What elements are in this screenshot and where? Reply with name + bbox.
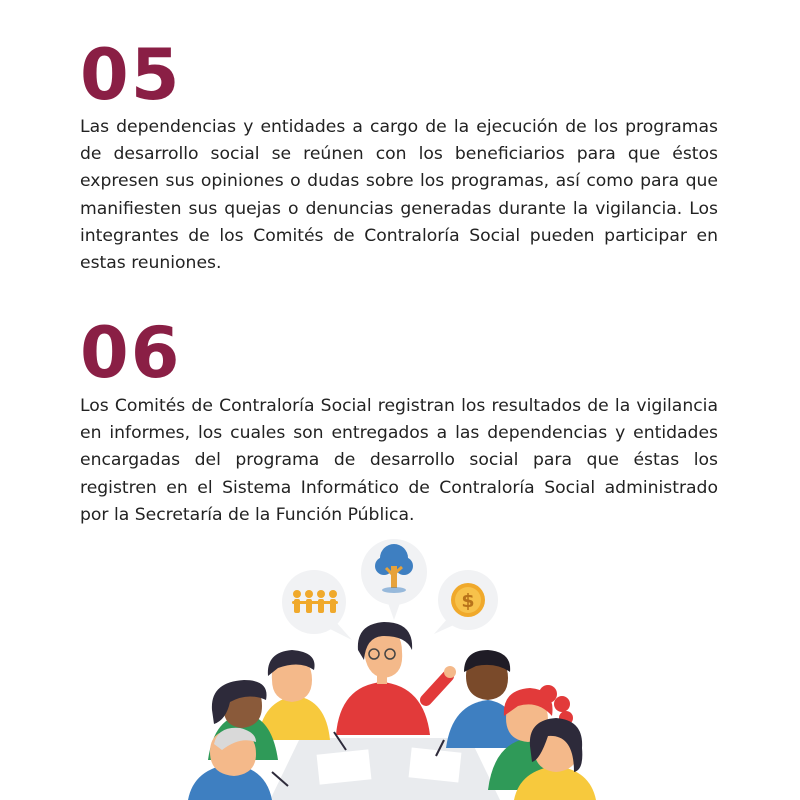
section-number-06: 06 — [80, 312, 182, 394]
section-number-05: 05 — [80, 34, 182, 116]
paper — [317, 749, 372, 784]
dollar-coin-icon — [451, 583, 485, 617]
dollar-bubble — [434, 570, 498, 634]
svg-text:$: $ — [461, 590, 475, 612]
meeting-illustration — [0, 530, 800, 800]
person-left-back — [258, 650, 330, 740]
section-05-paragraph: Las dependencias y entidades a cargo de la ejecución de los programas de desarrollo social se reúnen con los beneficiarios para que éstos expresen sus opiniones o dudas sobre los programas, así como para que manifiesten sus quejas o denuncias generadas durante la vigilancia. Los integrantes de los Comités de Contraloría Social pueden participar en estas reuniones. — [80, 117, 718, 274]
paper — [409, 747, 462, 782]
section-06-paragraph: Los Comités de Contraloría Social registran los resultados de la vigilancia en informes, los cuales son entregados a las dependencias y entidades encargadas del programa de desarrollo social para que éstas los registren en el Sistema Informático de Contraloría Social administrado por la Secretaría de la Función Pública. — [80, 396, 718, 525]
tree-bubble — [361, 539, 427, 620]
people-bubble — [282, 570, 352, 640]
person-center — [336, 622, 456, 735]
